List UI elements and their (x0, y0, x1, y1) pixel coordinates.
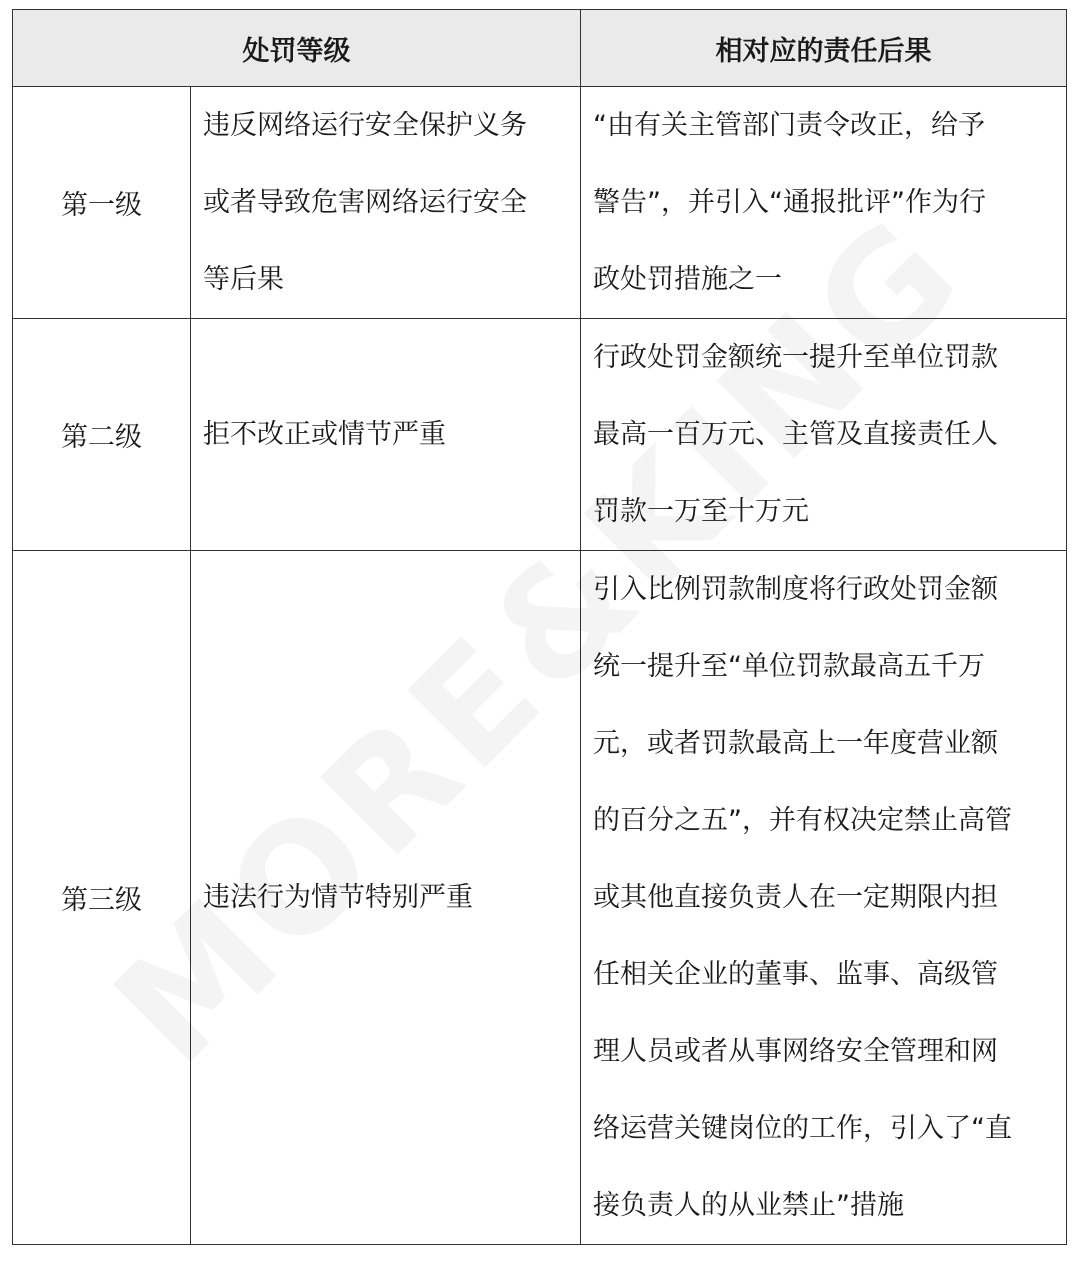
text-line: 或者导致危害网络运行安全 (203, 187, 527, 218)
level-cell: 第三级 (13, 551, 191, 1245)
level-cell: 第一级 (13, 87, 191, 319)
consequence-cell (581, 551, 1067, 1245)
consequence-cell (581, 87, 1067, 319)
text-line: 行政处罚金额统一提升至单位罚款 (593, 342, 998, 373)
text-line: 的百分之五”，并有权决定禁止高管 (593, 805, 1012, 836)
table-row (13, 551, 1067, 1245)
text-line: 统一提升至“单位罚款最高五千万 (593, 651, 985, 682)
text-line: 或其他直接负责人在一定期限内担 (593, 882, 998, 913)
text-line: 接负责人的从业禁止”措施 (593, 1190, 904, 1221)
text-line: 罚款一万至十万元 (593, 496, 809, 527)
text-line: 理人员或者从事网络安全管理和网 (593, 1036, 998, 1067)
text-line: 政处罚措施之一 (593, 264, 782, 295)
text-line: 违反网络运行安全保护义务 (203, 110, 527, 141)
text-line: “由有关主管部门责令改正，给予 (593, 110, 985, 141)
text-line: 等后果 (203, 264, 284, 295)
penalty-table (12, 9, 1067, 1245)
condition-cell: 违法行为情节特别严重 (191, 551, 581, 1245)
text-line: 警告”，并引入“通报批评”作为行 (593, 187, 986, 218)
header-penalty-level: 处罚等级 (13, 10, 581, 87)
table-header-row (13, 10, 1067, 87)
text-line: 引入比例罚款制度将行政处罚金额 (593, 574, 998, 605)
level-cell: 第二级 (13, 319, 191, 551)
text-line: 任相关企业的董事、监事、高级管 (593, 959, 998, 990)
condition-cell (191, 87, 581, 319)
condition-cell: 拒不改正或情节严重 (191, 319, 581, 551)
table-row (13, 87, 1067, 319)
text-line: 最高一百万元、主管及直接责任人 (593, 419, 998, 450)
table-row (13, 319, 1067, 551)
text-line: 络运营关键岗位的工作，引入了“直 (593, 1113, 1012, 1144)
header-consequence: 相对应的责任后果 (581, 10, 1067, 87)
text-line: 元，或者罚款最高上一年度营业额 (593, 728, 998, 759)
consequence-cell (581, 319, 1067, 551)
